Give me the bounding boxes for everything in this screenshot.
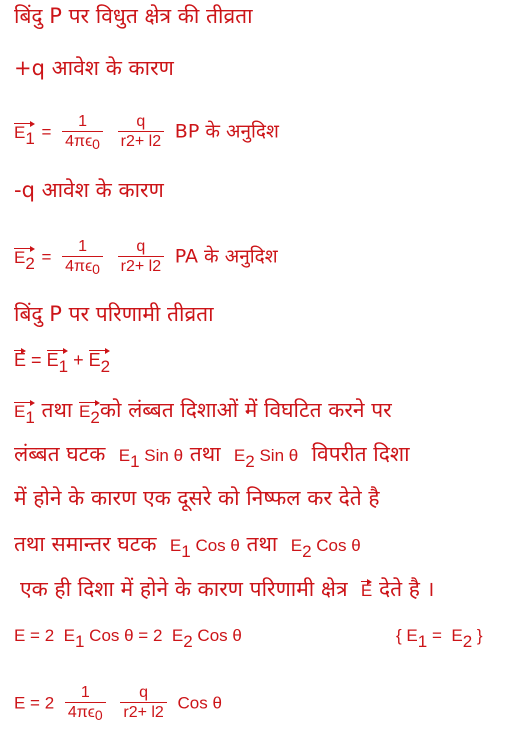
fraction-q-over-r2-l2: $\frac{q}{r2+ l2}$ (118, 238, 164, 275)
vector-e1: E1 (46, 350, 69, 376)
line-due-to-negative-charge: -q आवेश के कारण (14, 178, 164, 202)
line-parallel-components: तथा समान्तर घटक E1 Cos θ तथा E2 Cos θ (14, 532, 361, 561)
line-resolve-components: E1 तथा E2को लंब्बत दिशाओं में विघटित करने पर (14, 398, 392, 427)
equation-final: E = 2 $\frac{1}{4\pi\epsilon 0}$ $\frac{q}{r2+ l2}$ Cos θ (14, 684, 222, 723)
vector-arrow-icon (361, 579, 372, 585)
line-cancel-out: में होने के कारण एक दूसरे को निष्फल कर देते है (14, 486, 380, 510)
line-perpendicular-components: लंब्बत घटक E1 Sin θ तथा E2 Sin θ विपरीत दिशा (14, 442, 410, 471)
vector-arrow-icon (14, 246, 35, 252)
vector-arrow-icon (14, 121, 35, 127)
line-field-at-p: बिंदु P पर विधुत क्षेत्र की तीव्रता (14, 4, 253, 28)
vector-arrow-icon (14, 400, 35, 406)
fraction-q-over-r2-l2: $\frac{q}{r2+ l2}$ (120, 684, 166, 721)
fraction-q-over-r2-l2: $\frac{q}{r2+ l2}$ (118, 113, 164, 150)
equation-e2: E2 = $\frac{1}{4\pi\epsilon 0}$ $\frac{q}{r2+ l2}$ PA के अनुदिश (14, 238, 278, 277)
equation-vector-sum: E = E1 + E2 (14, 350, 111, 376)
vector-e: E (360, 581, 373, 600)
vector-e2: E2 (79, 402, 100, 427)
vector-e1: E1 (14, 402, 35, 427)
line-same-direction: एक ही दिशा में होने के कारण परिणामी क्षेत्र E देते है । (20, 577, 435, 601)
line-resultant-at-p: बिंदु P पर परिणामी तीव्रता (14, 302, 214, 326)
fraction-coulomb-constant: $\frac{1}{4\pi\epsilon 0}$ (62, 113, 103, 150)
condition-equal-magnitudes: { E1 = E2 } (396, 626, 483, 651)
equation-resultant-cos: E = 2 E1 Cos θ = 2 E2 Cos θ { E1 = E2 } (14, 626, 483, 651)
vector-arrow-icon (47, 348, 68, 354)
vector-arrow-icon (14, 348, 26, 354)
line-due-to-positive-charge: +q आवेश के कारण (14, 56, 174, 80)
vector-e2: E2 (88, 350, 111, 376)
vector-arrow-icon (89, 348, 110, 354)
fraction-coulomb-constant: $\frac{1}{4\pi\epsilon 0}$ (62, 238, 103, 275)
vector-e2: E2 (14, 247, 35, 273)
equation-e1: E1 = $\frac{1}{4\pi\epsilon 0}$ $\frac{q}{r2+ l2}$ BP के अनुदिश (14, 113, 279, 152)
vector-e1: E1 (14, 122, 35, 148)
vector-e: E (14, 350, 27, 370)
fraction-coulomb-constant: $\frac{1}{4\pi\epsilon 0}$ (65, 684, 106, 721)
vector-arrow-icon (79, 400, 100, 406)
